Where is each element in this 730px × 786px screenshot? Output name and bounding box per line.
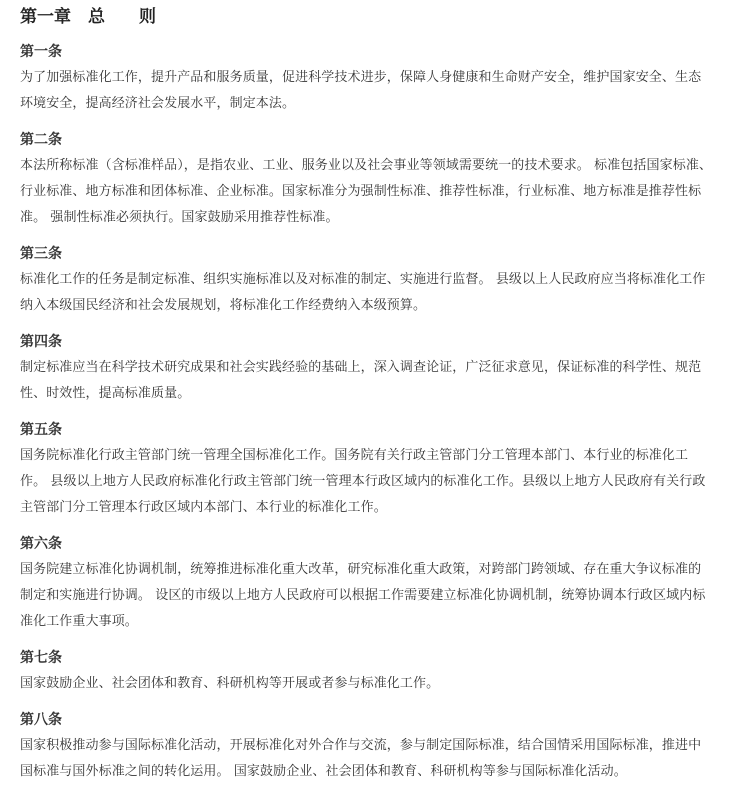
article-text: 国务院建立标准化协调机制，统筹推进标准化重大改革，研究标准化重大政策，对跨部门跨领域、存在重大争议标准的制定和实施进行协调。 设区的市级以上地方人民政府可以根据工作需要建立标准化协调机制，统筹协调本行政区域内标准化工作重大事项。 bbox=[20, 562, 706, 629]
article-7 bbox=[20, 648, 714, 697]
article-5 bbox=[20, 420, 714, 521]
article-1 bbox=[20, 42, 714, 117]
article-6 bbox=[20, 534, 714, 635]
article-heading: 第五条 bbox=[20, 422, 62, 438]
article-heading: 第七条 bbox=[20, 650, 62, 666]
article-text: 本法所称标准（含标准样品），是指农业、工业、服务业以及社会事业等领域需要统一的技术要求。 标准包括国家标准、行业标准、地方标准和团体标准、企业标准。国家标准分为强制性标准、推荐性标准，行业标准、地方标准是推荐性标准。 强制性标准必须执行。国家鼓励采用推荐性标准。 bbox=[20, 158, 713, 225]
article-text: 国家积极推动参与国际标准化活动，开展标准化对外合作与交流，参与制定国际标准，结合国情采用国际标准，推进中国标准与国外标准之间的转化运用。 国家鼓励企业、社会团体和教育、科研机构等参与国际标准化活动。 bbox=[20, 738, 702, 779]
article-2 bbox=[20, 130, 714, 231]
article-8 bbox=[20, 710, 714, 785]
article-heading: 第二条 bbox=[20, 132, 62, 148]
chapter-title: 第一章 总 则 bbox=[20, 7, 156, 27]
article-text: 为了加强标准化工作，提升产品和服务质量，促进科学技术进步，保障人身健康和生命财产安全，维护国家安全、生态环境安全，提高经济社会发展水平，制定本法。 bbox=[20, 70, 702, 111]
article-heading: 第三条 bbox=[20, 246, 62, 262]
article-heading: 第八条 bbox=[20, 712, 62, 728]
article-heading: 第一条 bbox=[20, 44, 62, 60]
article-3 bbox=[20, 244, 714, 319]
article-text: 国务院标准化行政主管部门统一管理全国标准化工作。国务院有关行政主管部门分工管理本部门、本行业的标准化工作。 县级以上地方人民政府标准化行政主管部门统一管理本行政区域内的标准化工作。县级以上地方人民政府有关行政主管部门分工管理本行政区域内本部门、本行业的标准化工作。 bbox=[20, 448, 706, 515]
article-text: 国家鼓励企业、社会团体和教育、科研机构等开展或者参与标准化工作。 bbox=[20, 676, 440, 691]
article-text: 标准化工作的任务是制定标准、组织实施标准以及对标准的制定、实施进行监督。 县级以上人民政府应当将标准化工作纳入本级国民经济和社会发展规划，将标准化工作经费纳入本级预算。 bbox=[20, 272, 706, 313]
article-4 bbox=[20, 332, 714, 407]
article-heading: 第四条 bbox=[20, 334, 62, 350]
article-text: 制定标准应当在科学技术研究成果和社会实践经验的基础上，深入调查论证，广泛征求意见，保证标准的科学性、规范性、时效性，提高标准质量。 bbox=[20, 360, 702, 401]
article-heading: 第六条 bbox=[20, 536, 62, 552]
